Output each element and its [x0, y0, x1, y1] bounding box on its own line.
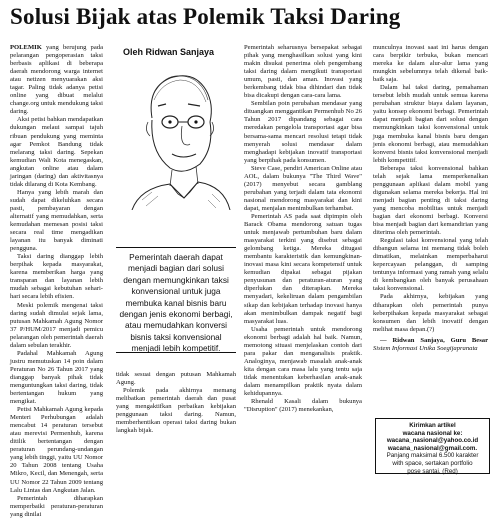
column-4-paragraph: Beberapa taksi konvensional bahkan telah sejak lama memperkenalkan penggunaan aplikasi dalam mobil yang digunakan selama mereka bekerja. Hal ini menjadi bagian penting di taksi daring yang mencoba mobilitas untuk menjadi bagian dari ekonomi berbagi. Konversi bisa menjadi bagian dari kemandirian yang diterima oleh pemerintah.	[373, 164, 488, 237]
headline: Solusi Bijak atas Polemik Taksi Daring	[10, 4, 401, 29]
col3-paragraph: Usaha pemerintah untuk mendorong ekonomi berbagi adalah hal baik. Namun, memotong situasi menjelaskan contoh dari para pakar dan menganalisis praktik. Analoginya, menjawab masalah anak-anak kita dengan cara masa lalu yang tentu saja tidak menentukan keberhasilan anak-anak dalam menampilkan praktik nyata dalam kehidupannya.	[244, 325, 362, 398]
col1-paragraph: Taksi daring dianggap lebih berpihak kepada masyarakat, karena memberikan harga yang transparan dan layanan lebih mudah sebagai kebutuhan sehari-hari secara lebih efisien.	[10, 253, 103, 301]
col1-paragraph: Hanya yang lebih marah dan sudah dapat dikeluhkan secara pasti, pembayaran dengan alternatif yang memudahkan, serta kemudahan memesan posisi taksi secara real time mengadikan layanan itu banyak diminati pengguna.	[10, 188, 103, 253]
author-portrait-sketch	[122, 60, 232, 210]
col1-paragraph: Padahal Mahkamah Agung justru memutuskan 14 poin dalam Peraturan No 26 Tahun 2017 yang dianggap banyak pihak tidak menguntungkan taksi daring, tidak bertentangan hukum yang mengikat.	[10, 349, 103, 406]
col3-paragraph: Sembilan poin perubahan mendasar yang dituangkan menggantikan Permenhub No 26 Tahun 2017 dipandang sebagai cara meredakan pengelola transportasi agar bisa bersama-sama mencari resolusi tetapi tidak menyerah solusi mendasar dalam menghadapi kebijakan inovatif transportasi yang berpihak pada konsumen.	[244, 100, 362, 164]
column-4-paragraph: Regulasi taksi konvensional yang telah dibangun selama ini memang tidak boleh dimatikan, melainkan memperbaharui kepercayaan pelanggan, di samping tentunya informasi yang ramah yang selalu di kembangkan oleh banyak perusahaan taksi konvensional.	[373, 237, 488, 293]
col3-paragraph: Pemerintah AS pada saat dipimpin oleh Barack Obama mendorong satuan tugas untuk menjawab pertumbuhan baru dalam masyarakat terkini yang disebut sebagai gelombang ketiga. Mereka ditugasi membantu karakteristik dan kemungkinan-inovasi masa kini secara kompetensif untuk kemudian dipakai sebagai pijakan penyusunan dan peraturan-aturan yang diperlukan dan diterapkan. Mereka menyadari, kekeliruan dalam pengambilan sikap dan kebijakan terhadap inovasi hanya akan menimbulkan dampak negatif bagi masyarakat luas.	[244, 212, 362, 325]
submission-info-box: Kirimkan artikel wacana nasional ke: wacana_nasional@yahoo.co.id wacana_nasional@gmail.com. Panjang maksimal 6.500 karakter with space, sertakan portfolio pose santai. (Red)	[375, 418, 490, 474]
column-3	[244, 44, 362, 414]
col3-paragraph: Steve Case, pendiri American Online atau AOL, dalam bukunya "The Third Wave" (2017) menyebut secara gamblang perubahan yang terjadi dalam tata ekonomi nasional mendorong masyarakat dan kini dapat, menjalan menimbulkan terhambat.	[244, 164, 362, 212]
col2bottom-paragraph: tidak sesuai dengan putusan Mahkamah Agung.	[116, 371, 236, 387]
column-2-bottom	[116, 371, 236, 435]
byline: Oleh Ridwan Sanjaya	[123, 47, 215, 57]
column-4-paragraph: Pada akhirnya, kebijakan yang diharapkan oleh pemerintah punya keberpihakan kepada masyarakat sebagai konsumen dan lebih inovatif dengan melihat masa depan.(?)	[373, 293, 488, 333]
pull-quote: Pemerintah daerah dapat menjadi bagian dari solusi dengan memungkinkan taksi konvensional untuk juga membuka kanal bisnis baru dengan jenis ekonomi berbagi, atau memudahkan konversi bisnis taksi konvensional menjadi lebih kompetitif.	[116, 247, 236, 353]
col3-paragraph: Rhenald Kasali dalam bukunya "Disruption" (2017) menekankan,	[244, 398, 362, 414]
column-4	[373, 44, 488, 353]
col1-paragraph: Aksi petisi bahkan mendapatkan dukungan melaui sampai tajuh ribuan pendukung yang meminta agar Pemkot Bandung tidak melarang taksi daring. Sepekan kemudian Wali Kota menegaskan, angkutan online atau dalam jaringan (daring) dan aktivitasnya tidak dilarang di Kota Kembang.	[10, 116, 103, 188]
col2bottom-paragraph: Polemik pada akhirnya memang melibatkan pemerintah daerah dan pusat yang mengaktifkan perbaikan kebijakan penggunaan taksi daring. Namun, memberhentikan operasi taksi daring bukan langkah bijak.	[116, 387, 236, 435]
column-1	[10, 44, 103, 519]
column-4-paragraph: Dalam hal taksi daring, pemahaman tersebut lebih mudah untuk semua karena perubahan struktur biaya dalam layanan, yaitu konsep ekonomi berbagi. Pemerintah dapat menjadi bagian dari solusi dengan memungkinkan taksi konvensional untuk juga membuka kanal bisnis baru dengan jenis ekonomi berbagi, atau memudahkan konversi bisnis taksi konvensional menjadi lebih kompetitif.	[373, 84, 488, 164]
column-4-paragraph: munculnya inovasi saat ini harus dengan cara berpikir terbuka, bukan mencari mereka ke dalam alur-alur lama yang mungkin sebelumnya telah dikenal baik-baik saja.	[373, 44, 488, 84]
col1-paragraph: Meski polemik mengenai taksi daring sudah dimulai sejak lama, putusan Mahkamah Agung Nomor 37 P/HUM/2017 menjadi pemicu pelarangan oleh pemerintah daerah dalam sebulan terakhir.	[10, 301, 103, 349]
col1-paragraph: Petisi Mahkamah Agung kepada Menteri Perhubungan adalah mencabut 14 peraturan tersebut atau merevisi Permenhub, karena ditilik bertentangan dengan peraturan perundang-undangan yang lebih tinggi, yaitu UU Nomor 20 Tahun 2008 tentang Usaha Mikro, Kecil, dan Menengah, serta UU Nomor 22 Tahun 2009 tentang Lalu Lintas dan Angkutan Jalan.	[10, 406, 103, 494]
col3-paragraph: Pemerintah seharusnya bersepakat sebagai pihak yang menghasilkan solusi yang kini makin disukai penerima oleh pengembang taksi daring dalam mengikuti transportasi umum, pasti, dan aman. Inovasi yang berkembang tidak bisa dihindari dan tidak bisa dicakupi dengan cara-cara lama.	[244, 44, 362, 100]
col1-paragraph: Pemerintah diharapkan memperbaiki peraturan-peraturan yang dinilai	[10, 494, 103, 518]
col1-paragraph: POLEMIK yang berujung pada pelarangan pengoperasian taksi berbasis aplikasi di beberapa daerah mendorong warga internet atau netizen menyuarakan aksi tagar. Paling tidak adanya petisi online yang dibuat melalui change.org untuk mendukung taksi daring.	[10, 44, 103, 116]
author-signature: — Ridwan Sanjaya, Guru Besar Sistem Informasi Unika Soegijapranata	[373, 336, 488, 352]
